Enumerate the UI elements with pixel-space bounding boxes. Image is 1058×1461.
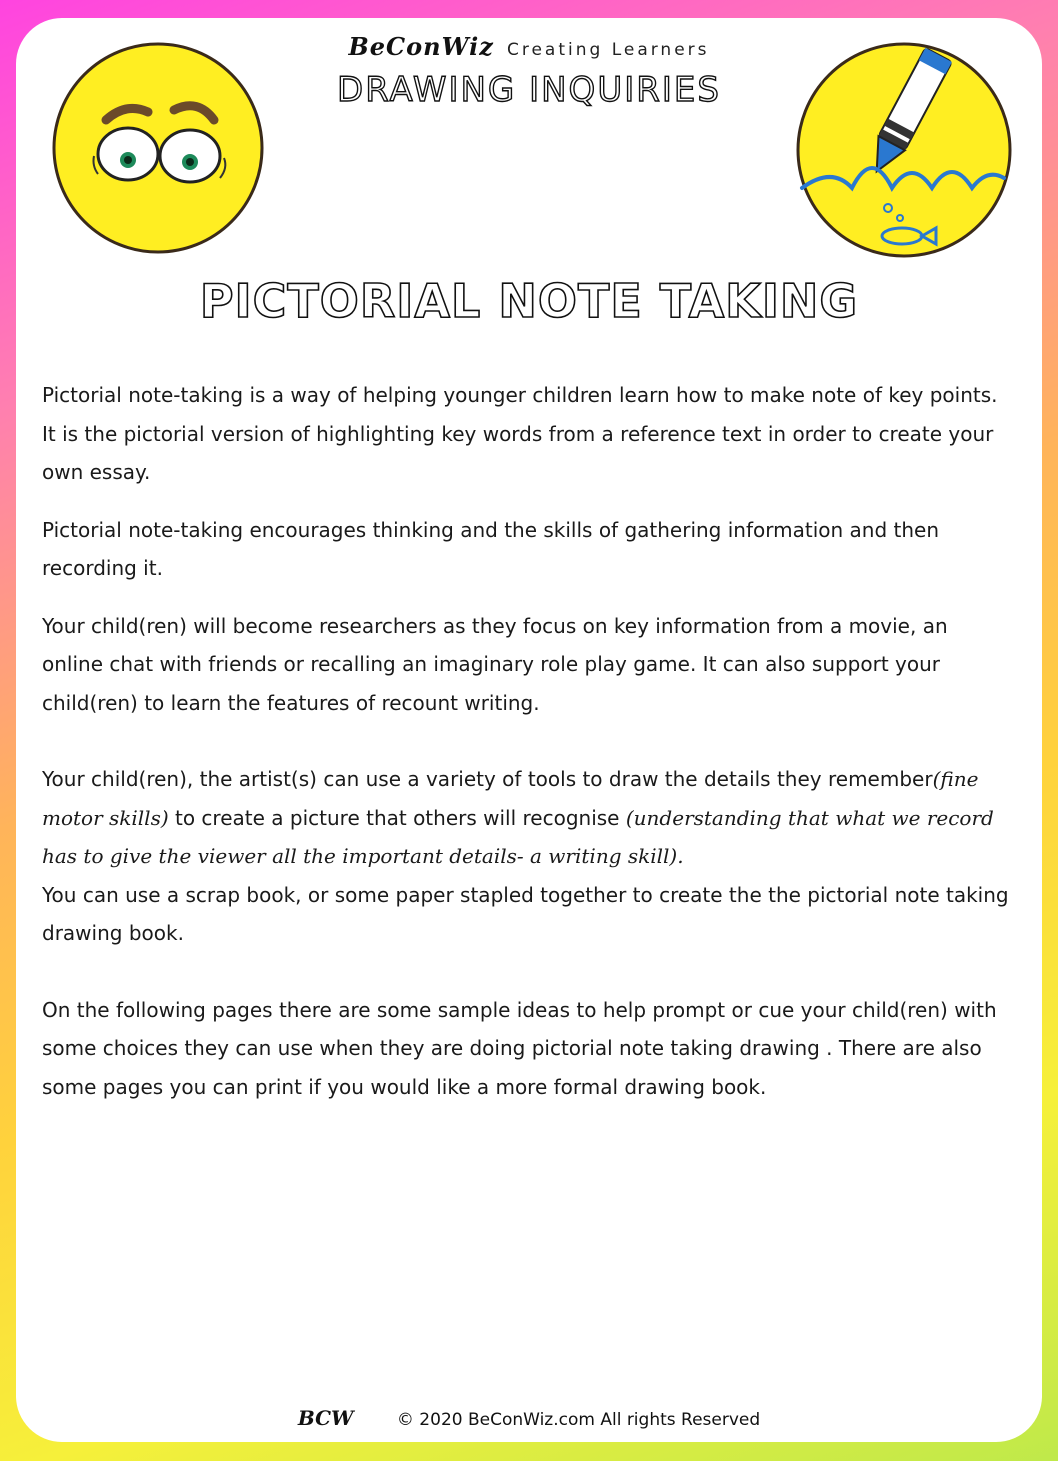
paragraph-tools-note-understanding: (understanding that what we record has to give the viewer all the important details- a writing skill). — [42, 805, 994, 868]
worksheet-page — [16, 18, 1042, 1442]
paragraph-tools-text-c: You can use a scrap book, or some paper stapled together to create the the pictorial note taking drawing book. — [42, 882, 1009, 945]
copyright-text: © 2020 BeConWiz.com All rights Reserved — [396, 1410, 761, 1430]
paragraph-tools-note-fine-motor: (fine motor skills) — [42, 767, 979, 830]
section-subtitle: DRAWING INQUIRIES — [337, 70, 721, 110]
page-footer — [16, 1406, 1042, 1430]
article-body — [42, 376, 1012, 1106]
brand-name: BeConWiz — [348, 32, 494, 61]
paragraph-skills: Pictorial note-taking encourages thinking and the skills of gathering information and then recording it. — [42, 517, 940, 580]
paragraph-tools-text-b: to create a picture that others will recognise — [168, 805, 626, 830]
paragraph-researchers: Your child(ren) will become researchers as they focus on key information from a movie, an online chat with friends or recalling an imaginary role play game. It can also support your child(ren) to learn the features of recount writing. — [42, 613, 948, 715]
paragraph-tools-text-a: Your child(ren), the artist(s) can use a variety of tools to draw the details they remember — [42, 767, 933, 791]
page-title: PICTORIAL NOTE TAKING — [199, 274, 859, 328]
footer-logo: BCW — [297, 1406, 354, 1430]
worried-face-icon — [48, 38, 268, 258]
brand-tagline: Creating Learners — [506, 40, 710, 60]
paragraph-intro: Pictorial note-taking is a way of helping younger children learn how to make note of key points. It is the pictorial version of highlighting key words from a reference text in order to create your own essay. — [42, 383, 998, 484]
paragraph-tools — [42, 760, 1012, 953]
paragraph-following-pages: On the following pages there are some sample ideas to help prompt or cue your child(ren) with some choices they can use when they are doing pictorial note taking drawing . There are also some pages you can print if you would like a more formal drawing book. — [42, 997, 997, 1099]
crayon-drawing-icon — [792, 38, 1016, 262]
